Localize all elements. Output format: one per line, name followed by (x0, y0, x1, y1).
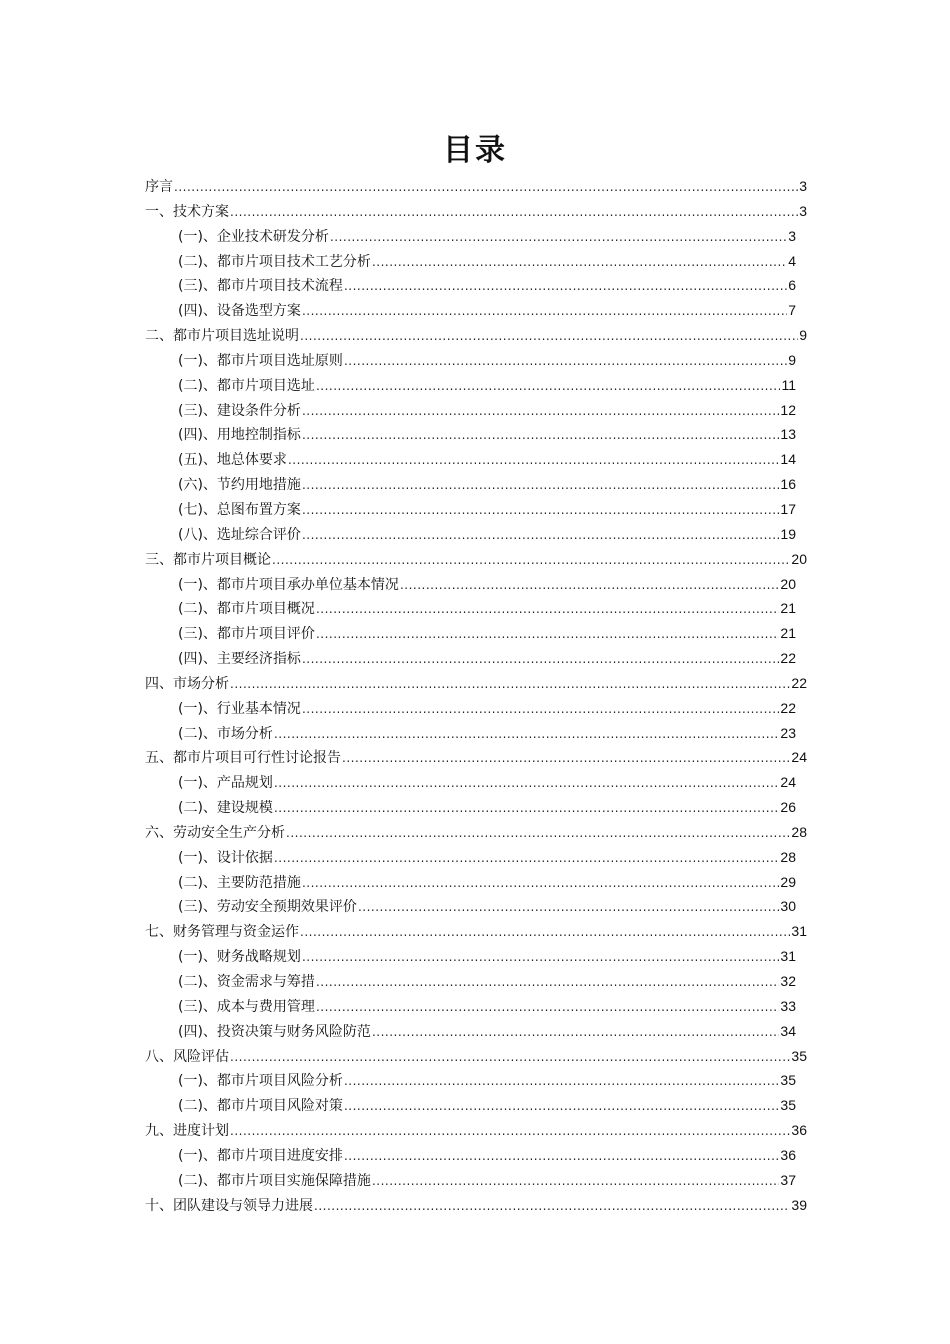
toc-entry-label: (二)、都市片项目风险对策 (178, 1098, 343, 1115)
dot-leader (302, 871, 779, 896)
toc-entry[interactable] (145, 572, 807, 597)
toc-entry[interactable] (145, 298, 807, 323)
toc-entry-label: 四、市场分析 (145, 675, 229, 692)
dot-leader (330, 225, 787, 250)
toc-entry-page-number: 22 (780, 699, 796, 716)
dot-leader (302, 523, 779, 548)
toc-entry[interactable] (145, 323, 807, 348)
dot-leader (344, 349, 787, 374)
toc-entry-page-number: 22 (791, 674, 807, 691)
toc-entry-label: (六)、节约用地措施 (178, 477, 301, 494)
toc-entry[interactable] (145, 472, 807, 497)
dot-leader (316, 970, 779, 995)
dot-leader (344, 274, 787, 299)
toc-entry-label: (三)、劳动安全预期效果评价 (178, 899, 357, 916)
dot-leader (286, 821, 790, 846)
dot-leader (302, 473, 779, 498)
toc-entry-label: (七)、总图布置方案 (178, 501, 301, 518)
toc-entry[interactable] (145, 1193, 807, 1218)
toc-entry-label: (二)、都市片项目实施保障措施 (178, 1172, 371, 1189)
toc-entry[interactable] (145, 1068, 807, 1093)
toc-entry-label: (二)、建设规模 (178, 800, 273, 817)
toc-entry[interactable] (145, 447, 807, 472)
toc-entry-page-number: 39 (791, 1196, 807, 1213)
toc-entry-label: (二)、主要防范措施 (178, 874, 301, 891)
dot-leader (302, 423, 779, 448)
toc-entry[interactable] (145, 621, 807, 646)
dot-leader (302, 498, 779, 523)
toc-entry-label: (一)、都市片项目承办单位基本情况 (178, 576, 399, 593)
toc-entry[interactable] (145, 249, 807, 274)
toc-entry[interactable] (145, 1019, 807, 1044)
toc-entry-label: (二)、都市片项目选址 (178, 377, 315, 394)
toc-entry-page-number: 12 (780, 401, 796, 418)
toc-entry-page-number: 21 (780, 625, 796, 642)
toc-entry-page-number: 20 (791, 550, 807, 567)
toc-entry-label: (一)、企业技术研发分析 (178, 228, 329, 245)
toc-entry[interactable] (145, 1118, 807, 1143)
toc-entry-page-number: 31 (791, 923, 807, 940)
toc-entry-page-number: 13 (780, 426, 796, 443)
toc-entry[interactable] (145, 522, 807, 547)
toc-entry-page-number: 7 (788, 302, 796, 319)
toc-entry-label: (二)、都市片项目技术工艺分析 (178, 253, 371, 270)
toc-entry-page-number: 11 (781, 376, 796, 393)
table-of-contents (145, 174, 807, 1217)
toc-entry-label: 六、劳动安全生产分析 (145, 824, 285, 841)
toc-entry-page-number: 20 (780, 575, 796, 592)
toc-entry[interactable] (145, 224, 807, 249)
toc-entry-page-number: 23 (780, 724, 796, 741)
dot-leader (342, 746, 790, 771)
dot-leader (302, 299, 787, 324)
toc-entry-page-number: 17 (780, 500, 796, 517)
dot-leader (274, 771, 779, 796)
dot-leader (230, 200, 798, 225)
toc-entry[interactable] (145, 398, 807, 423)
dot-leader (230, 1119, 790, 1144)
dot-leader (288, 448, 779, 473)
toc-entry-page-number: 36 (780, 1146, 796, 1163)
toc-entry-page-number: 21 (780, 600, 796, 617)
toc-entry[interactable] (145, 422, 807, 447)
toc-entry-page-number: 28 (791, 823, 807, 840)
toc-entry[interactable] (145, 1044, 807, 1069)
toc-entry-label: (一)、产品规划 (178, 775, 273, 792)
dot-leader (316, 597, 779, 622)
toc-entry-page-number: 24 (780, 774, 796, 791)
toc-entry[interactable] (145, 795, 807, 820)
toc-entry-label: (二)、资金需求与筹措 (178, 974, 315, 990)
toc-entry[interactable] (145, 894, 807, 919)
toc-entry-page-number: 26 (780, 799, 796, 816)
dot-leader (400, 573, 779, 598)
toc-entry-label: 序言 (145, 179, 173, 195)
toc-entry-label: (四)、主要经济指标 (178, 651, 301, 668)
toc-entry-page-number: 34 (780, 1022, 796, 1039)
toc-entry-label: 十、团队建设与领导力进展 (145, 1197, 313, 1214)
toc-entry-label: (一)、设计依据 (178, 849, 273, 866)
toc-entry[interactable] (145, 547, 807, 572)
toc-entry[interactable] (145, 596, 807, 621)
toc-entry-page-number: 16 (780, 476, 796, 493)
dot-leader (358, 895, 779, 920)
toc-entry[interactable] (145, 845, 807, 870)
toc-entry[interactable] (145, 696, 807, 721)
toc-entry[interactable] (145, 273, 807, 298)
toc-entry[interactable] (145, 671, 807, 696)
toc-entry[interactable] (145, 348, 807, 373)
dot-leader (372, 1169, 779, 1194)
toc-entry-page-number: 22 (780, 650, 796, 667)
toc-entry-label: (二)、都市片项目概况 (178, 601, 315, 618)
toc-entry[interactable] (145, 944, 807, 969)
dot-leader (372, 250, 787, 275)
toc-entry-label: (二)、市场分析 (178, 725, 273, 742)
toc-entry[interactable] (145, 919, 807, 944)
toc-entry-page-number: 28 (780, 848, 796, 865)
dot-leader (316, 374, 781, 399)
dot-leader (316, 995, 779, 1020)
toc-entry-label: 三、都市片项目概论 (145, 551, 271, 568)
toc-entry-page-number: 3 (788, 227, 796, 244)
toc-entry-label: (三)、都市片项目评价 (178, 626, 315, 643)
toc-entry-label: (四)、用地控制指标 (178, 427, 301, 444)
toc-entry-label: (一)、都市片项目风险分析 (178, 1073, 343, 1090)
toc-entry-page-number: 3 (799, 178, 807, 194)
toc-entry[interactable] (145, 1143, 807, 1168)
toc-entry-label: (五)、地总体要求 (178, 452, 287, 469)
toc-entry-label: 八、风险评估 (145, 1048, 229, 1065)
toc-entry[interactable] (145, 174, 807, 199)
dot-leader (274, 796, 779, 821)
toc-entry[interactable] (145, 745, 807, 770)
toc-entry-label: (四)、设备选型方案 (178, 303, 301, 320)
dot-leader (372, 1020, 779, 1045)
dot-leader (300, 324, 798, 349)
page-title: 目录 (443, 133, 507, 168)
toc-entry[interactable] (145, 1093, 807, 1118)
toc-entry-label: 二、都市片项目选址说明 (145, 328, 299, 345)
toc-entry[interactable] (145, 373, 807, 398)
toc-entry-label: (一)、都市片项目选址原则 (178, 352, 343, 369)
toc-entry-label: 七、财务管理与资金运作 (145, 924, 299, 941)
dot-leader (274, 722, 779, 747)
toc-entry[interactable] (145, 770, 807, 795)
toc-entry-page-number: 30 (780, 898, 796, 915)
dot-leader (344, 1094, 779, 1119)
dot-leader (344, 1144, 779, 1169)
dot-leader (316, 622, 779, 647)
dot-leader (302, 399, 779, 424)
toc-entry-page-number: 19 (780, 525, 796, 542)
dot-leader (314, 1194, 790, 1219)
toc-entry[interactable] (145, 646, 807, 671)
toc-entry-page-number: 4 (788, 252, 796, 269)
toc-entry[interactable] (145, 721, 807, 746)
toc-entry-page-number: 35 (780, 1072, 796, 1089)
toc-entry-label: (一)、行业基本情况 (178, 700, 301, 717)
toc-entry-label: 一、技术方案 (145, 203, 229, 220)
dot-leader (302, 647, 779, 672)
dot-leader (274, 846, 779, 871)
toc-entry-label: (四)、投资决策与财务风险防范 (178, 1023, 371, 1040)
toc-entry-label: (一)、财务战略规划 (178, 949, 301, 966)
toc-entry-page-number: 36 (791, 1122, 807, 1139)
toc-entry-label: 九、进度计划 (145, 1123, 229, 1140)
toc-entry[interactable] (145, 870, 807, 895)
toc-entry-page-number: 32 (780, 973, 796, 989)
toc-entry-page-number: 3 (799, 202, 807, 219)
toc-entry-page-number: 35 (791, 1047, 807, 1064)
dot-leader (300, 920, 790, 945)
dot-leader (272, 548, 790, 573)
toc-entry-page-number: 9 (799, 327, 807, 344)
toc-entry-label: (八)、选址综合评价 (178, 526, 301, 543)
toc-entry-page-number: 29 (780, 873, 796, 890)
toc-entry[interactable] (145, 994, 807, 1019)
toc-entry-label: (一)、都市片项目进度安排 (178, 1147, 343, 1164)
dot-leader (302, 697, 779, 722)
dot-leader (230, 1045, 790, 1070)
dot-leader (344, 1069, 779, 1094)
toc-entry[interactable] (145, 497, 807, 522)
toc-entry-label: (三)、建设条件分析 (178, 402, 301, 419)
dot-leader (302, 945, 779, 970)
toc-entry[interactable] (145, 969, 807, 994)
toc-entry-label: (三)、成本与费用管理 (178, 998, 315, 1015)
toc-entry[interactable] (145, 820, 807, 845)
toc-entry-page-number: 14 (780, 451, 796, 468)
dot-leader (174, 175, 798, 200)
toc-entry-page-number: 9 (788, 351, 796, 368)
toc-entry-label: (三)、都市片项目技术流程 (178, 278, 343, 295)
toc-entry-page-number: 24 (791, 749, 807, 766)
toc-entry-page-number: 31 (780, 948, 796, 965)
toc-entry-page-number: 33 (780, 997, 796, 1014)
toc-entry-page-number: 37 (780, 1171, 796, 1188)
toc-entry[interactable] (145, 1168, 807, 1193)
toc-entry-label: 五、都市片项目可行性讨论报告 (145, 750, 341, 767)
toc-entry-page-number: 35 (780, 1097, 796, 1114)
toc-entry-page-number: 6 (788, 277, 796, 294)
dot-leader (230, 672, 790, 697)
toc-entry[interactable] (145, 199, 807, 224)
